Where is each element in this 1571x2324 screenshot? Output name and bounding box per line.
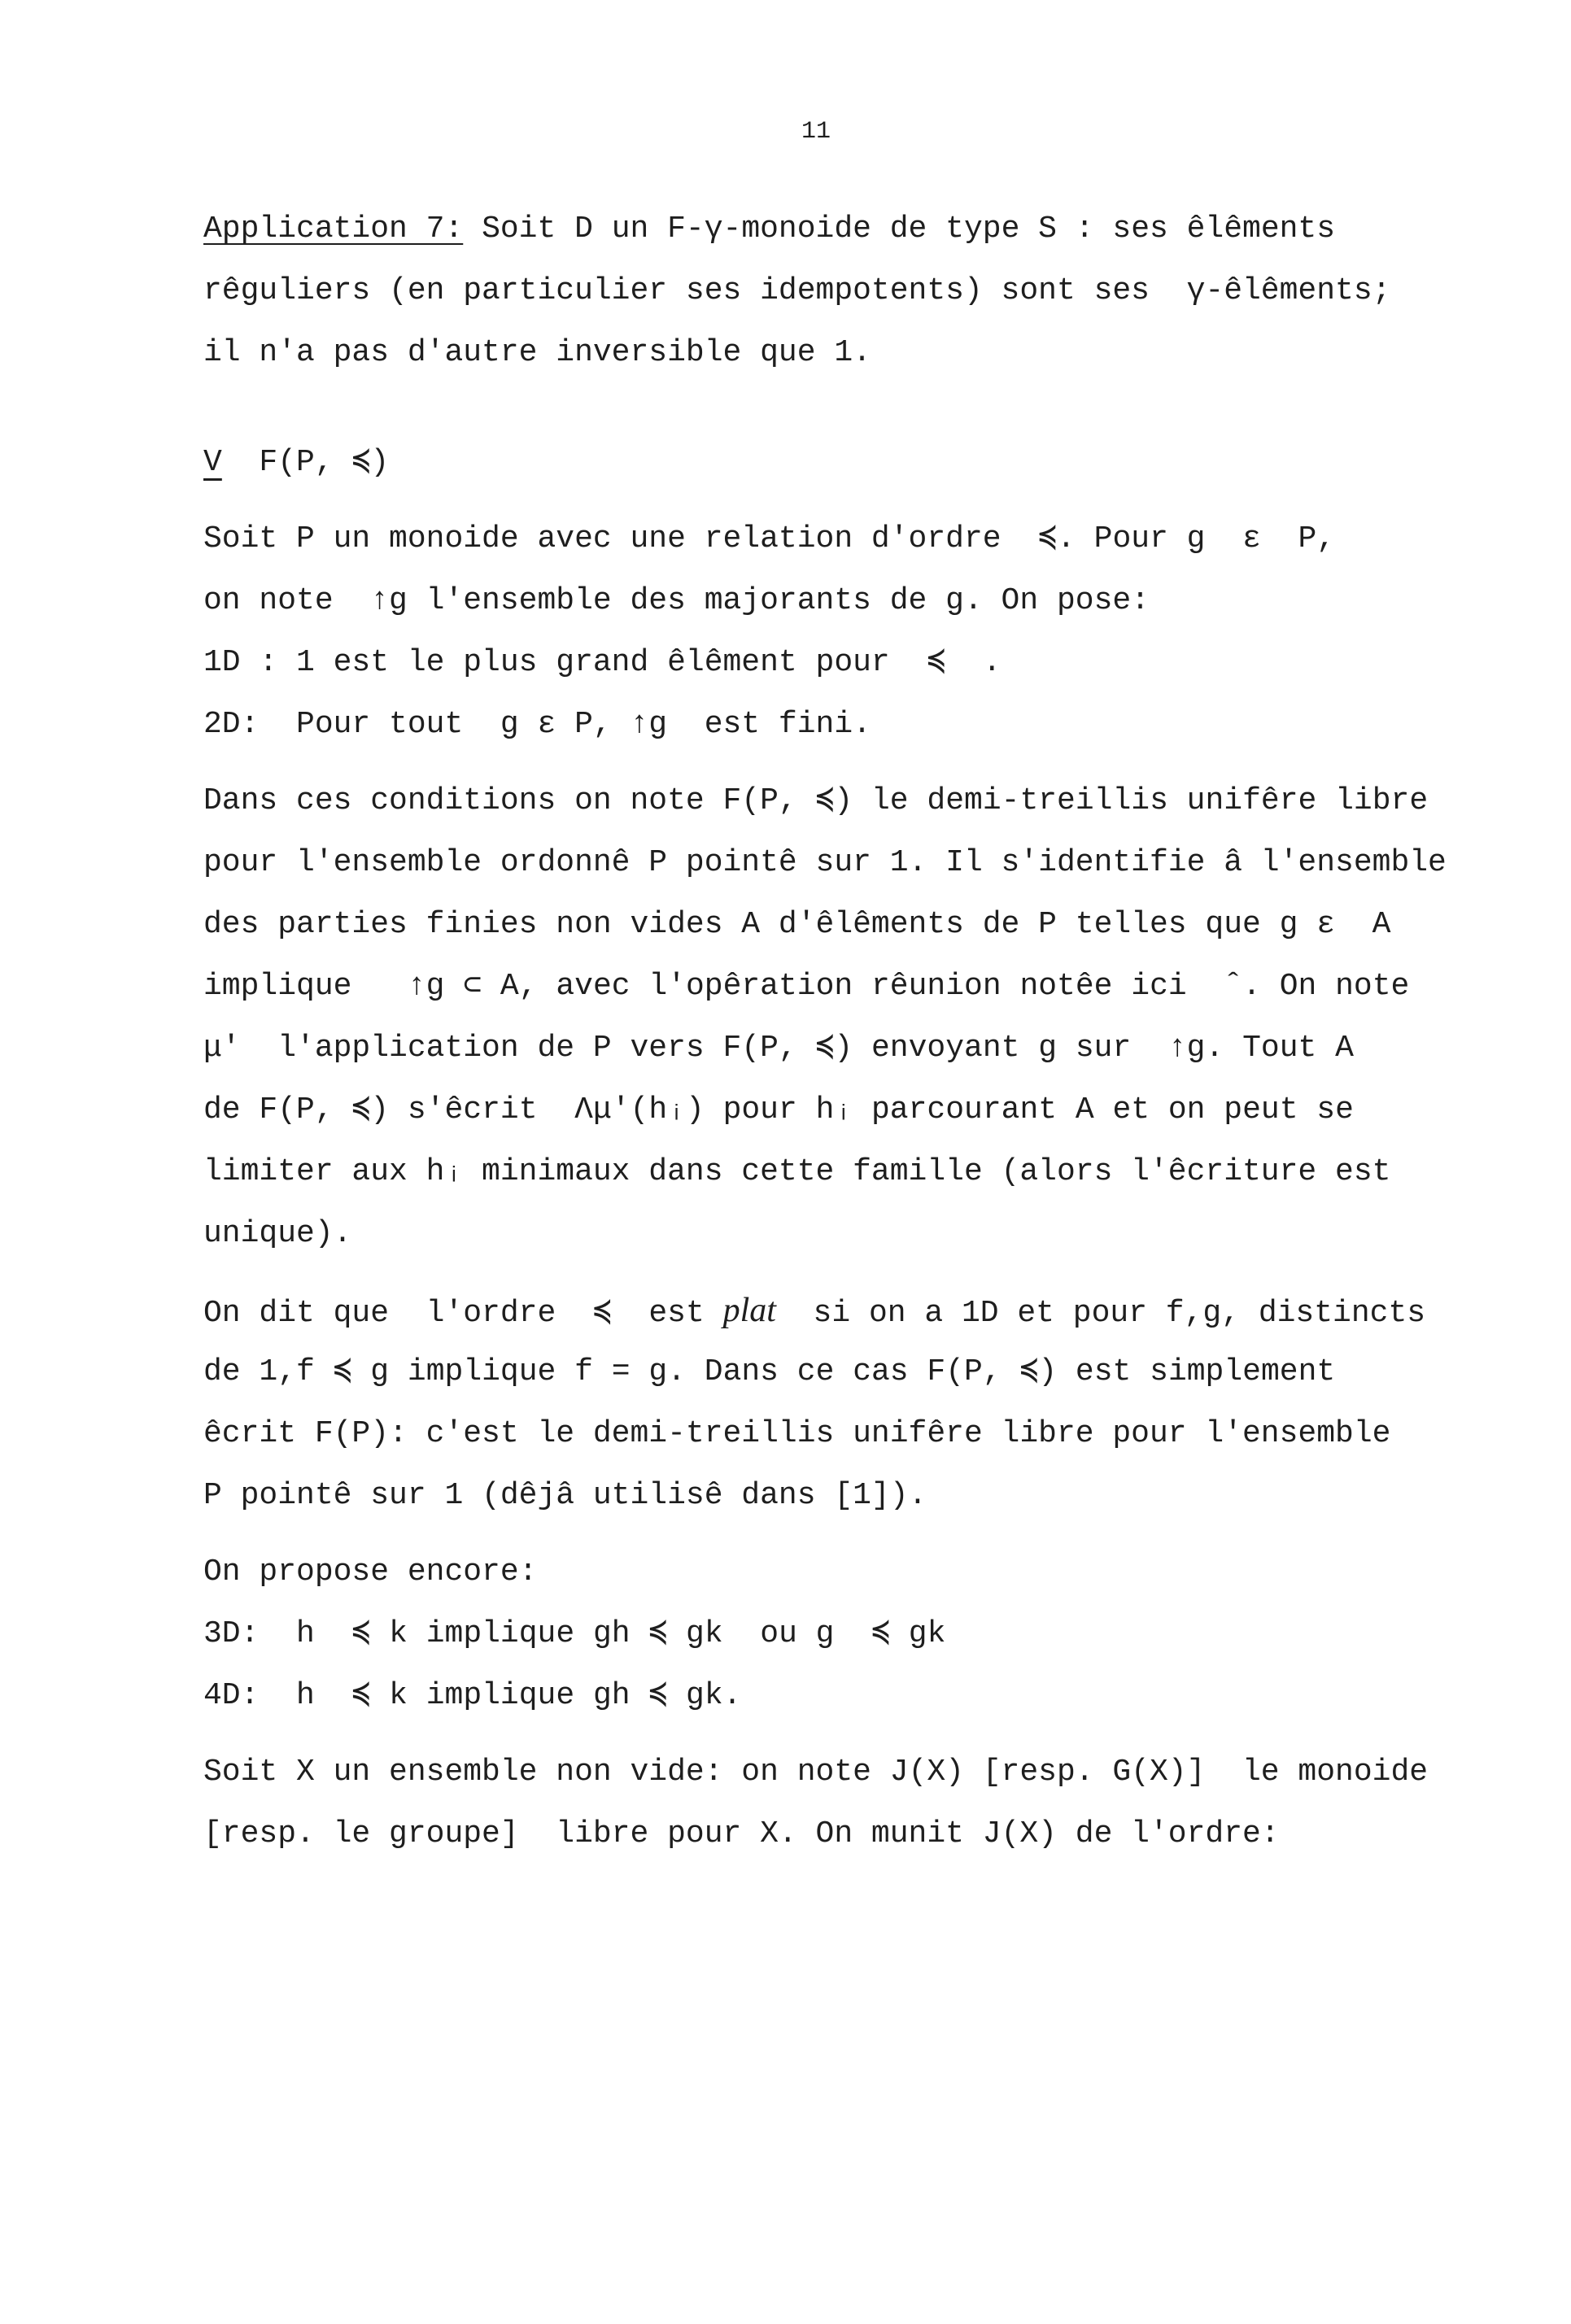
section-heading	[203, 443, 389, 483]
application-line-1	[203, 209, 1335, 250]
section-numeral: V	[203, 445, 222, 480]
para2-line-4: implique ↑g ⊂ A, avec l'opêration rêunion notêe ici ˆ. On note	[203, 969, 1410, 1004]
para1-line-2: on note ↑g l'ensemble des majorants de g. On pose:	[203, 583, 1150, 618]
para2-line-5: μ' l'application de P vers F(P, ≼) envoyant g sur ↑g. Tout A	[203, 1031, 1354, 1066]
application-line-2: rêguliers (en particulier ses idempotents) sont ses γ-êlêments;	[203, 273, 1391, 308]
para3-line-4: P pointê sur 1 (dêjâ utilisê dans [1]).	[203, 1478, 927, 1513]
para2-line-2: pour l'ensemble ordonnê P pointê sur 1. Il s'identifie â l'ensemble	[203, 845, 1447, 880]
para1-line-3: 1D : 1 est le plus grand êlêment pour ≼ .	[203, 645, 1002, 680]
para1-line-4: 2D: Pour tout g ε P, ↑g est fini.	[203, 707, 871, 742]
para2-line-1: Dans ces conditions on note F(P, ≼) le demi-treillis unifêre libre	[203, 783, 1429, 818]
para3-line-1	[203, 1290, 1425, 1331]
para2-line-7: limiter aux hᵢ minimaux dans cette famille (alors l'êcriture est	[203, 1154, 1391, 1189]
para4-line-2: 3D: h ≼ k implique gh ≼ gk ou g ≼ gk	[203, 1616, 946, 1651]
para1-line-1: Soit P un monoide avec une relation d'ordre ≼. Pour g ε P,	[203, 521, 1336, 556]
para3-line-3: êcrit F(P): c'est le demi-treillis unifêre libre pour l'ensemble	[203, 1416, 1391, 1451]
para2-line-8: unique).	[203, 1216, 352, 1251]
application-line-3: il n'a pas d'autre inversible que 1.	[203, 335, 871, 370]
para5-line-1: Soit X un ensemble non vide: on note J(X) [resp. G(X)] le monoide	[203, 1755, 1429, 1790]
para4-line-3: 4D: h ≼ k implique gh ≼ gk.	[203, 1678, 742, 1713]
page-number: 11	[801, 118, 831, 146]
para3-line-2: de 1,f ≼ g implique f = g. Dans ce cas F(P, ≼) est simplement	[203, 1354, 1336, 1389]
para3-emphasis-plat: plat	[722, 1292, 776, 1329]
para2-line-6: de F(P, ≼) s'êcrit Λμ'(hᵢ) pour hᵢ parcourant A et on peut se	[203, 1092, 1354, 1127]
application-label: Application 7:	[203, 211, 464, 246]
para3-line-1-a: On dit que l'ordre ≼ est	[203, 1296, 723, 1331]
para2-line-3: des parties finies non vides A d'êlêments de P telles que g ε A	[203, 907, 1391, 942]
section-title: F(P, ≼)	[221, 445, 390, 480]
para3-line-1-b: si on a 1D et pour f,g, distincts	[775, 1296, 1426, 1331]
para4-line-1: On propose encore:	[203, 1554, 538, 1589]
para5-line-2: [resp. le groupe] libre pour X. On munit J(X) de l'ordre:	[203, 1816, 1280, 1851]
application-line-1-text: Soit D un F-γ-monoide de type S : ses êlêments	[463, 211, 1336, 246]
